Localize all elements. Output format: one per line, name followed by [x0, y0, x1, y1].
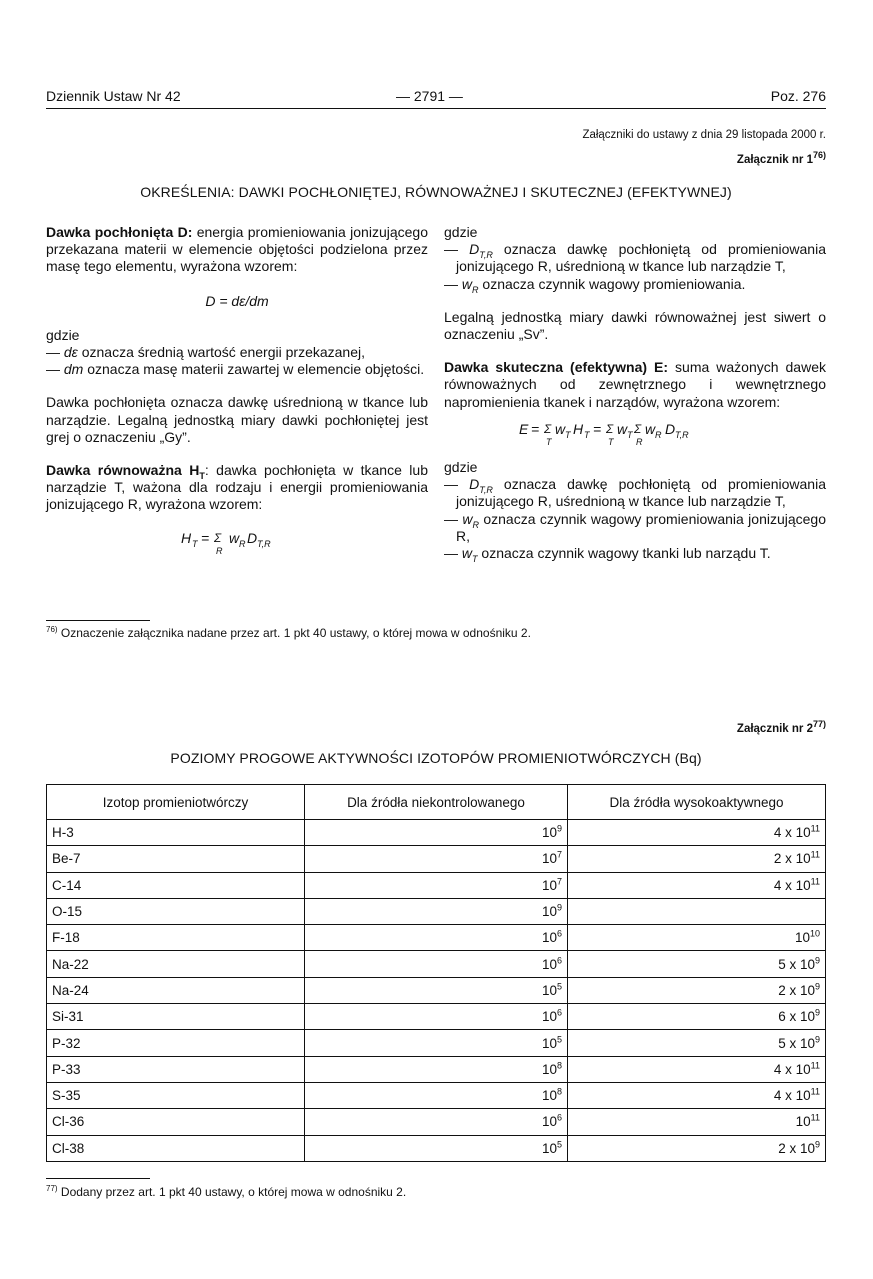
header-rule [46, 108, 826, 109]
cell-isotope: P-33 [47, 1056, 305, 1082]
cell-high-activity [568, 1109, 826, 1135]
absorbed-dose-unit: Dawka pochłonięta oznacza dawkę uśrednioną w tkance lub narządzie. Legalną jednostką miary dawki pochłoniętej jest grej o oznaczeniu „Gy”. [46, 394, 428, 445]
cell-isotope: Na-22 [47, 951, 305, 977]
cell-isotope: Cl-38 [47, 1135, 305, 1161]
annex-preamble: Załączniki do ustawy z dnia 29 listopada 2000 r. [582, 129, 826, 141]
symbol-dm: dm [63, 361, 84, 378]
cell-uncontrolled-exp: 6 [556, 955, 562, 966]
cell-high-base: 10 [799, 982, 815, 998]
cell-high-coef: 4 x [773, 1088, 796, 1104]
cell-uncontrolled [305, 846, 568, 872]
table-row [47, 925, 826, 951]
cell-high-coef: 5 x [778, 1035, 800, 1051]
footnote-76-text: Oznaczenie załącznika nadane przez art. 1 pkt 40 ustawy, o której mowa w odnośniku 2. [57, 626, 531, 640]
cell-isotope: S-35 [47, 1082, 305, 1108]
cell-uncontrolled-base: 10 [541, 851, 557, 867]
cell-high-exp: 11 [810, 1086, 820, 1097]
page-number: — 2791 — [396, 88, 463, 104]
cell-high-exp: 10 [809, 928, 820, 939]
cell-uncontrolled [305, 1004, 568, 1030]
annex1-label-sup: 76) [812, 150, 826, 161]
symbol-w: w [461, 545, 473, 562]
table-row [47, 1135, 826, 1161]
cell-high-activity [568, 846, 826, 872]
annex1-label-text: Załącznik nr 1 [736, 154, 813, 166]
symbol-w-sub: R [472, 519, 479, 530]
cell-high-base: 10 [795, 1061, 811, 1077]
svg-text:w: w [229, 529, 240, 546]
svg-text:w: w [645, 420, 656, 437]
table-row [47, 977, 826, 1003]
annex1-title: OKREŚLENIA: DAWKI POCHŁONIĘTEJ, RÓWNOWAŻNEJ I SKUTECZNEJ (EFEKTYWNEJ) [140, 184, 732, 200]
equivalent-dose-term [46, 462, 205, 481]
footnote-rule-2 [46, 1178, 150, 1179]
formula-e-graphic [515, 419, 755, 449]
cell-uncontrolled-base: 10 [541, 1061, 557, 1077]
table-row [47, 1030, 826, 1056]
effective-dose-term: Dawka skuteczna (efektywna) E: [444, 359, 669, 376]
column-header-isotope: Izotop promieniotwórczy [47, 785, 305, 820]
table-row [47, 1109, 826, 1135]
list-item-wr-text: oznacza czynnik wagowy promieniowania. [478, 275, 746, 292]
cell-high-activity [568, 925, 826, 951]
table-row [47, 846, 826, 872]
svg-text:T: T [627, 429, 633, 440]
list-item-mass: — dm oznacza masę materii zawartej w elemencie objętości. [46, 361, 425, 378]
svg-text:T,R: T,R [257, 538, 271, 549]
cell-uncontrolled-exp: 7 [556, 876, 562, 887]
list-item-mass-text: oznacza masę materii zawartej w elemencie objętości. [83, 361, 425, 378]
cell-high-activity [568, 1004, 826, 1030]
cell-high-activity [568, 1030, 826, 1056]
svg-text:T: T [608, 436, 614, 447]
gdzie-label-2: gdzie [444, 459, 478, 476]
cell-high-exp: 9 [814, 955, 820, 966]
symbol-w: w [461, 275, 473, 292]
cell-high-activity [568, 951, 826, 977]
svg-text:w: w [617, 420, 628, 437]
svg-text:E: E [519, 420, 529, 437]
annex1-left-column [46, 224, 428, 562]
cell-isotope: Be-7 [47, 846, 305, 872]
cell-high-base: 10 [795, 825, 811, 841]
table-header-row [47, 785, 826, 820]
list-item-energy: — dε oznacza średnią wartość energii przekazanej, [46, 344, 365, 361]
cell-uncontrolled-exp: 6 [556, 1007, 562, 1018]
cell-high-activity [568, 977, 826, 1003]
effective-dose-text: suma ważonych dawek równoważnych od zewnętrznego i wewnętrznego napromienienia tkanek i narządów, wyrażona wzorem: [444, 359, 826, 410]
cell-high-exp: 11 [810, 823, 820, 834]
cell-uncontrolled-exp: 5 [556, 1139, 562, 1150]
svg-text:H: H [181, 529, 192, 546]
list-item-e-wr-text: oznacza czynnik wagowy promieniowania jonizującego R, [456, 510, 827, 544]
cell-uncontrolled-base: 10 [541, 904, 557, 920]
footnote-77-marker: 77) [46, 1184, 58, 1193]
cell-high-coef: 5 x [778, 956, 800, 972]
cell-high-exp: 11 [810, 1112, 820, 1123]
table-row [47, 898, 826, 924]
column-header-uncontrolled: Dla źródła niekontrolowanego [305, 785, 568, 820]
svg-text:T: T [192, 538, 198, 549]
effective-dose-definition [444, 359, 826, 411]
cell-uncontrolled [305, 1135, 568, 1161]
svg-text:D: D [665, 420, 676, 437]
svg-text:w: w [555, 420, 566, 437]
cell-isotope: Cl-36 [47, 1109, 305, 1135]
formula-absorbed-dose: D = dε/dm [205, 292, 269, 309]
cell-high-coef: 6 x [778, 1009, 800, 1025]
running-header [46, 88, 826, 108]
formula-equivalent-dose [46, 528, 428, 562]
cell-uncontrolled [305, 1056, 568, 1082]
symbol-w-sub: T [472, 553, 478, 564]
symbol-d: D [469, 241, 480, 258]
formula-effective-dose [444, 419, 826, 453]
svg-text:T: T [584, 429, 590, 440]
cell-uncontrolled-exp: 5 [556, 981, 562, 992]
table-row [47, 820, 826, 846]
list-item-energy-text: oznacza średnią wartość energii przekazanej, [77, 344, 365, 361]
cell-uncontrolled-exp: 9 [556, 902, 562, 913]
cell-high-activity [568, 820, 826, 846]
cell-high-base: 10 [795, 851, 811, 867]
equivalent-dose-term-text: Dawka równoważna H [46, 462, 200, 479]
cell-uncontrolled-base: 10 [541, 825, 557, 841]
table-row [47, 1056, 826, 1082]
absorbed-dose-definition [46, 224, 428, 276]
cell-high-exp: 11 [810, 1060, 820, 1071]
annex1-label [736, 150, 826, 166]
cell-uncontrolled [305, 1030, 568, 1056]
cell-high-exp: 9 [814, 981, 820, 992]
cell-uncontrolled [305, 977, 568, 1003]
svg-text:T: T [546, 436, 552, 447]
cell-uncontrolled [305, 898, 568, 924]
cell-high-base: 10 [799, 1035, 815, 1051]
cell-isotope: F-18 [47, 925, 305, 951]
svg-text:H: H [573, 420, 584, 437]
table-row [47, 951, 826, 977]
symbol-d-sub: T,R [479, 250, 493, 260]
annex2-label-sup: 77) [812, 719, 826, 730]
cell-isotope: Na-24 [47, 977, 305, 1003]
table-row [47, 1082, 826, 1108]
equivalent-dose-term-sub: T [199, 470, 205, 481]
svg-text:T,R: T,R [675, 429, 689, 440]
cell-high-base: 10 [794, 930, 810, 946]
gdzie-label: gdzie [444, 224, 478, 240]
list-item-e-wr: — $w_R$ oznacza czynnik wagowy promieniowania jonizującego R, [444, 510, 827, 544]
svg-text:=: = [201, 529, 210, 546]
cell-high-base: 10 [795, 1088, 811, 1104]
cell-high-base: 10 [799, 1140, 815, 1156]
symbol-w: w [462, 510, 473, 527]
cell-isotope: Si-31 [47, 1004, 305, 1030]
cell-high-activity [568, 1135, 826, 1161]
svg-text:T: T [565, 429, 571, 440]
cell-uncontrolled-base: 10 [541, 1140, 557, 1156]
cell-uncontrolled [305, 820, 568, 846]
cell-uncontrolled-base: 10 [541, 1114, 557, 1130]
footnote-77-text: Dodany przez art. 1 pkt 40 ustawy, o której mowa w odnośniku 2. [57, 1185, 407, 1199]
cell-isotope: H-3 [47, 820, 305, 846]
list-item-e-dtr-text: oznacza dawkę pochłoniętą od promieniowania jonizującego R, uśrednioną w tkance lub narządzie T, [456, 476, 826, 510]
cell-high-coef: 2 x [778, 1140, 800, 1156]
cell-high-activity [568, 1056, 826, 1082]
cell-high-activity [568, 1082, 826, 1108]
cell-uncontrolled [305, 872, 568, 898]
position-number: Poz. 276 [770, 88, 826, 104]
cell-uncontrolled-exp: 7 [556, 849, 562, 860]
annex1-right-column [444, 224, 826, 562]
footnote-77 [46, 1185, 406, 1199]
svg-text:R: R [239, 538, 246, 549]
svg-text:R: R [655, 429, 662, 440]
cell-isotope: C-14 [47, 872, 305, 898]
equivalent-dose-unit: Legalną jednostką miary dawki równoważnej jest siwert o oznaczeniu „Sv”. [444, 308, 826, 343]
list-item-dtr: — $D_{T,R}$ oznacza dawkę pochłoniętą od promieniowania jonizującego R, uśrednioną w tkance lub narządzie T, [444, 241, 826, 275]
cell-uncontrolled-base: 10 [541, 982, 557, 998]
svg-text:=: = [593, 420, 602, 437]
list-item-wr: — $w_R$ oznacza czynnik wagowy promieniowania. [444, 275, 746, 295]
annex2-label-text: Załącznik nr 2 [736, 723, 813, 735]
cell-uncontrolled-base: 10 [541, 1088, 557, 1104]
cell-uncontrolled [305, 925, 568, 951]
cell-high-base: 10 [799, 956, 815, 972]
cell-high-activity [568, 872, 826, 898]
list-item-e-wt-text: oznacza czynnik wagowy tkanki lub narządu T. [477, 545, 771, 562]
absorbed-dose-text: energia promieniowania jonizującego przekazana materii w elemencie objętości podzielona przez masę tego elementu, wyrażona wzorem: [46, 224, 428, 275]
symbol-d: D [469, 476, 480, 493]
cell-uncontrolled-exp: 8 [556, 1060, 562, 1071]
svg-text:R: R [636, 436, 643, 447]
cell-high-exp: 11 [810, 849, 820, 860]
cell-high-exp: 9 [814, 1007, 820, 1018]
gdzie-label: gdzie [46, 326, 80, 343]
cell-high-base: 10 [795, 877, 811, 893]
cell-uncontrolled-base: 10 [541, 930, 557, 946]
cell-high-exp: 11 [810, 876, 820, 887]
isotope-threshold-table [46, 784, 826, 1162]
symbol-w-sub: R [472, 284, 479, 295]
cell-high-base: 10 [795, 1114, 811, 1130]
cell-high-base: 10 [799, 1009, 815, 1025]
list-item-e-dtr: — $D_{T,R}$ oznacza dawkę pochłoniętą od promieniowania jonizującego R, uśrednioną w tkance lub narządzie T, [444, 476, 826, 510]
cell-high-coef: 4 x [773, 877, 796, 893]
cell-high-coef: 4 x [773, 1061, 796, 1077]
cell-uncontrolled-exp: 6 [556, 928, 562, 939]
svg-text:D: D [247, 529, 258, 546]
equivalent-dose-definition [46, 462, 428, 514]
footnote-rule [46, 620, 150, 621]
absorbed-dose-term: Dawka pochłonięta D: [46, 224, 193, 240]
symbol-d-sub: T,R [479, 485, 493, 496]
cell-isotope: P-32 [47, 1030, 305, 1056]
svg-text:=: = [531, 420, 540, 437]
cell-uncontrolled-exp: 6 [556, 1112, 562, 1123]
cell-uncontrolled-exp: 9 [556, 823, 562, 834]
cell-uncontrolled [305, 1109, 568, 1135]
annex2-title: POZIOMY PROGOWE AKTYWNOŚCI IZOTOPÓW PROMIENIOTWÓRCZYCH (Bq) [170, 750, 702, 766]
annex2-label [736, 719, 826, 735]
svg-text:Σ: Σ [544, 421, 552, 436]
cell-high-coef: 4 x [773, 825, 796, 841]
cell-uncontrolled-exp: 8 [556, 1086, 562, 1097]
cell-high-coef: 2 x [778, 982, 800, 998]
cell-uncontrolled-base: 10 [541, 1009, 557, 1025]
formula-h-graphic [167, 528, 307, 558]
cell-uncontrolled-base: 10 [541, 956, 557, 972]
cell-uncontrolled [305, 951, 568, 977]
svg-text:Σ: Σ [634, 421, 642, 436]
list-item-dtr-text: oznacza dawkę pochłoniętą od promieniowania jonizującego R, uśrednioną w tkance lub narządzie T, [456, 241, 826, 275]
list-item-e-wt: — $w_T$ oznacza czynnik wagowy tkanki lub narządu T. [444, 545, 771, 564]
cell-uncontrolled-base: 10 [541, 1035, 557, 1051]
svg-text:Σ: Σ [214, 530, 222, 545]
svg-text:Σ: Σ [606, 421, 614, 436]
table-row [47, 872, 826, 898]
cell-uncontrolled-base: 10 [541, 877, 557, 893]
equivalent-dose-text: : dawka pochłonięta w tkance lub narządzie T, ważona dla rodzaju i energii promieniowania jonizującego R, wyrażona wzorem: [46, 462, 428, 513]
symbol-d-epsilon: dε [63, 344, 78, 361]
cell-high-coef: 2 x [773, 851, 796, 867]
footnote-76 [46, 626, 531, 640]
cell-uncontrolled [305, 1082, 568, 1108]
footnote-76-marker: 76) [46, 625, 58, 634]
cell-high-exp: 9 [814, 1139, 820, 1150]
cell-high-exp: 9 [814, 1034, 820, 1045]
cell-uncontrolled-exp: 5 [556, 1034, 562, 1045]
table-row [47, 1004, 826, 1030]
svg-text:R: R [216, 545, 223, 556]
cell-high-activity [568, 898, 826, 924]
journal-title: Dziennik Ustaw Nr 42 [46, 88, 181, 104]
column-header-high-activity: Dla źródła wysokoaktywnego [568, 785, 826, 820]
cell-isotope: O-15 [47, 898, 305, 924]
table-body [47, 820, 826, 1162]
